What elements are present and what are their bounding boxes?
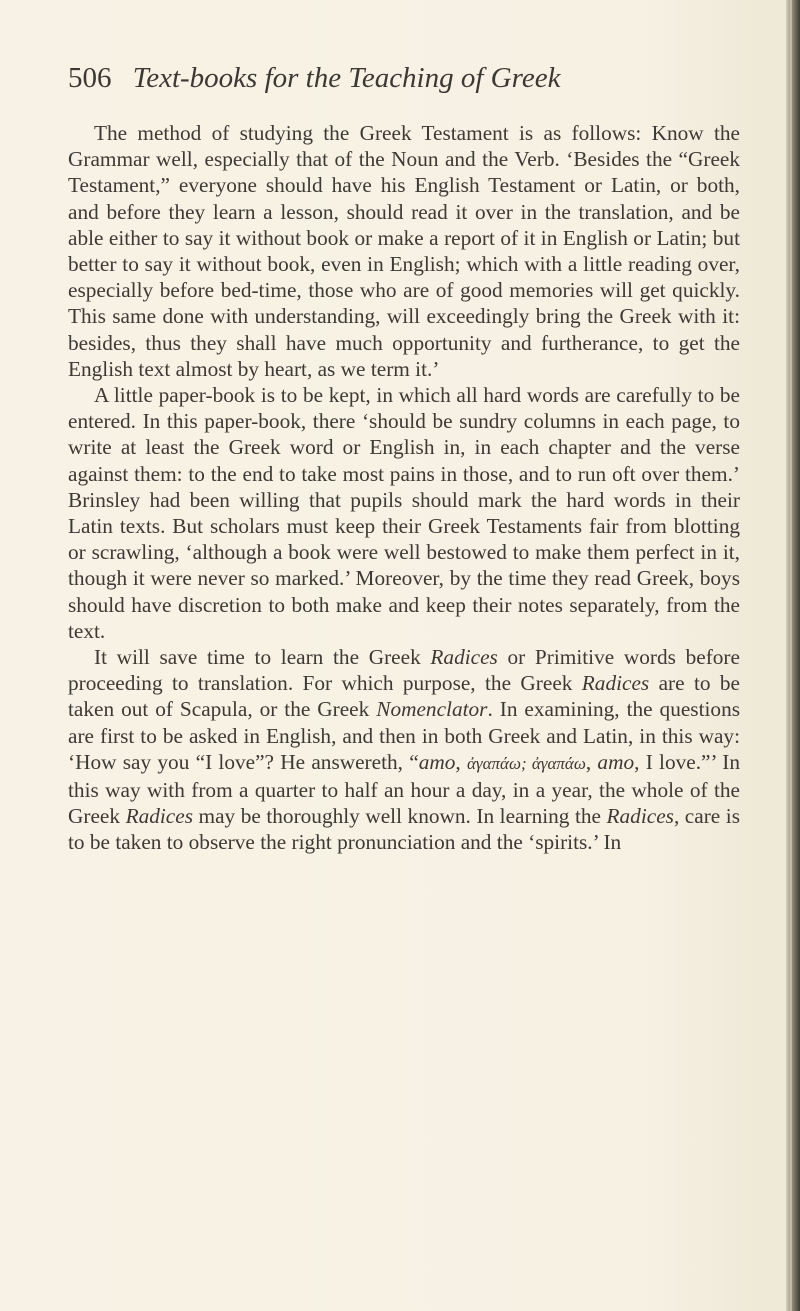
paragraph-3-text: or Primitive words before proceeding to translation. For which purpose, the Greek xyxy=(68,645,740,696)
nomenclator-term: Nomenclator xyxy=(376,697,488,722)
amo-term: amo xyxy=(597,749,635,774)
paragraph-3-text: , I love.”’ In this way with from a quarter to half an hour a day, in a year, the whole of the Greek xyxy=(68,749,740,829)
paragraph-3-text: are to be taken out of Scapula, or the Greek xyxy=(68,671,740,722)
paragraph-3-text: , xyxy=(585,749,598,774)
paragraph-3-text: , care is to be taken to observe the right pronunciation and the ‘spirits.’ In xyxy=(68,804,740,855)
body-text xyxy=(68,120,740,856)
running-head: Text-books for the Teaching of Greek xyxy=(132,62,561,94)
page-binding-edge xyxy=(786,0,800,1311)
paragraph-3-text: It will save time to learn the Greek xyxy=(94,645,431,670)
radices-term: Radices xyxy=(606,804,674,829)
paragraph-3-text: , xyxy=(455,749,467,774)
paragraph-3-text: . In examining, the questions are first to be asked in English, and then in both Greek and Latin, in this way: ‘How say you “I love”? He answereth, “ xyxy=(68,697,740,774)
paragraph-3 xyxy=(68,644,740,856)
paragraph-2: A little paper-book is to be kept, in which all hard words are carefully to be entered. In this paper-book, there ‘should be sundry columns in each page, to write at least the Greek word or English in, in each chapter and the verse against them: to the end to take most pains in those, and to run oft over them.’ Brinsley had been willing that pupils should mark the hard words in their Latin texts. But scholars must keep their Greek Testaments fair from blotting or scrawling, ‘although a book were well bestowed to make them perfect in it, though it were never so marked.’ Moreover, by the time they read Greek, boys should have discretion to both make and keep their notes separately, from the text. xyxy=(68,383,740,643)
radices-term: Radices xyxy=(581,671,650,696)
amo-term: amo xyxy=(418,749,456,774)
radices-term: Radices xyxy=(125,804,193,829)
page-number: 506 xyxy=(68,62,112,94)
greek-word: ἀγαπάω; ἀγαπάω xyxy=(467,753,586,773)
paragraph-1: The method of studying the Greek Testament is as follows: Know the Grammar well, especially that of the Noun and the Verb. ‘Besides the “Greek Testament,” everyone should have his English Testament or Latin, or both, and before they learn a lesson, should read it over in the translation, and be able either to say it without book or make a report of it in English or Latin; but better to say it without book, even in English; which with a little reading over, especially before bed-time, those who are of good memories will get quickly. This same done with understanding, will exceedingly bring the Greek with it: besides, thus they shall have much opportunity and furtherance, to get the English text almost by heart, as we term it.’ xyxy=(68,121,740,381)
page-header xyxy=(68,58,748,98)
radices-term: Radices xyxy=(430,645,498,670)
paragraph-3-text: may be thoroughly well known. In learning the xyxy=(192,804,607,829)
